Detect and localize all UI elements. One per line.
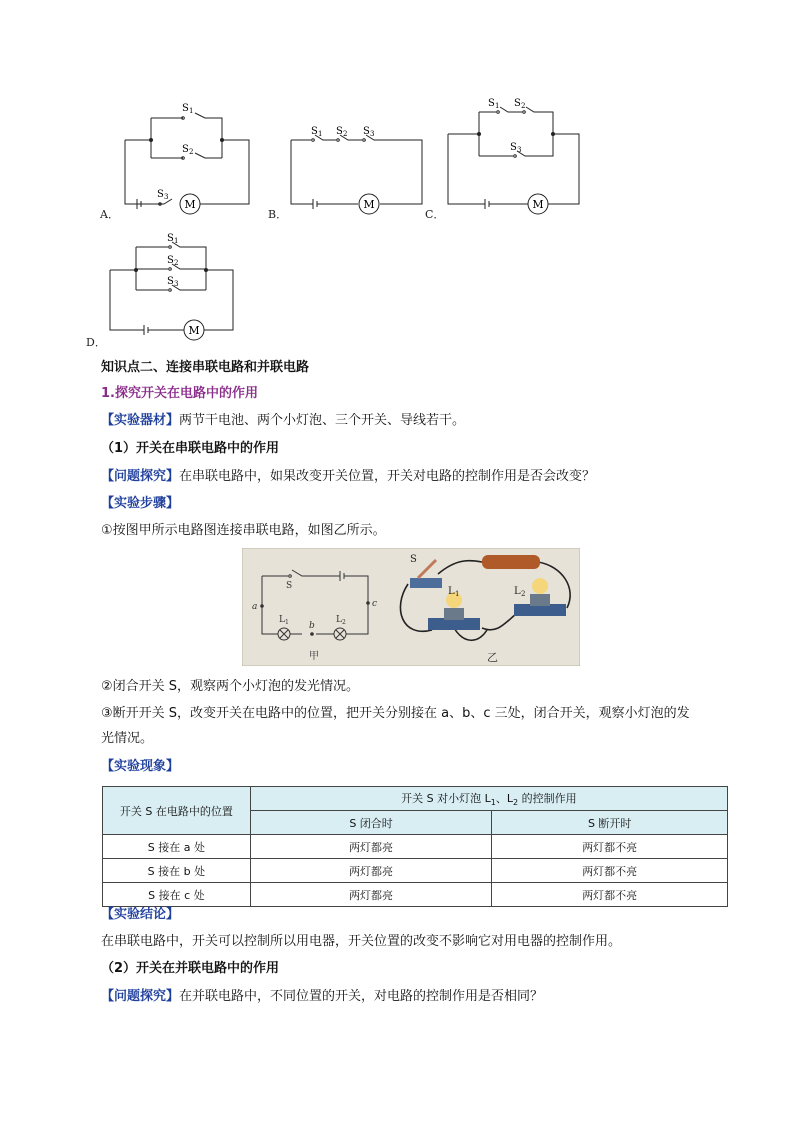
- switch-label-s2: S: [336, 126, 343, 137]
- step3-line1: ③断开开关 S，改变开关在电路中的位置，把开关分别接在 a、b、c 三处，闭合开关，观察小灯泡的发: [101, 706, 690, 721]
- option-b-label: B．: [268, 208, 288, 221]
- schematic-l2-label: L: [336, 615, 342, 625]
- table-row: S 接在 b 处 两灯都亮 两灯都不亮: [103, 859, 728, 883]
- schematic-switch-label: S: [286, 581, 293, 591]
- schematic-l1-label: L: [279, 615, 285, 625]
- svg-text:2: 2: [174, 259, 179, 267]
- conclusion-tag: 【实验结论】: [101, 907, 180, 922]
- option-a-label: A．: [100, 208, 119, 221]
- question1-line: [101, 464, 595, 490]
- col-position-header: 开关 S 在电路中的位置: [103, 787, 251, 835]
- point-c-label: c: [372, 599, 378, 609]
- step3-line2: 光情况。: [101, 731, 154, 746]
- circuit-option-b: [286, 122, 426, 216]
- section-title: 知识点二、连接串联电路和并联电路: [101, 360, 310, 375]
- svg-text:1: 1: [189, 107, 194, 115]
- switch-label-s1: S: [311, 126, 318, 137]
- figure-caption-jia: 甲: [309, 651, 319, 662]
- experiment-photo: [242, 548, 580, 666]
- equipment-text: 两节干电池、两个小灯泡、三个开关、导线若干。: [179, 413, 466, 428]
- svg-text:3: 3: [174, 280, 179, 288]
- motor-label: M: [184, 198, 196, 211]
- real-l2-label: L: [514, 586, 521, 597]
- svg-text:2: 2: [342, 619, 346, 626]
- circuit-option-d: [104, 232, 239, 342]
- control-group-header: 开关 S 对小灯泡 $L_1$、$L_2$ 的控制作用: [250, 787, 727, 811]
- equipment-line: [101, 408, 465, 434]
- circuit-option-a: [118, 100, 258, 216]
- switch-label-s2: S: [167, 255, 174, 266]
- table-row: S 接在 a 处 两灯都亮 两灯都不亮: [103, 835, 728, 859]
- switch-label-s2: S: [514, 98, 521, 109]
- svg-text:1: 1: [285, 619, 289, 626]
- switch-label-s3: S: [167, 276, 174, 287]
- switch-label-s3: S: [510, 142, 517, 153]
- switch-label-s3: S: [363, 126, 370, 137]
- part1-heading: （1）开关在串联电路中的作用: [101, 441, 280, 456]
- real-switch-label: S: [410, 554, 417, 565]
- equipment-tag: 【实验器材】: [101, 413, 180, 428]
- svg-text:3: 3: [164, 193, 169, 201]
- svg-text:2: 2: [521, 590, 526, 598]
- question-tag: 【问题探究】: [101, 989, 180, 1004]
- motor-label: M: [188, 324, 200, 337]
- point-b-label: b: [309, 621, 315, 631]
- question2-line: [101, 984, 543, 1010]
- question-tag: 【问题探究】: [101, 469, 180, 484]
- col-open-header: S 断开时: [492, 811, 728, 835]
- question1-text: 在串联电路中，如果改变开关位置，开关对电路的控制作用是否会改变？: [179, 469, 596, 484]
- result-table: [102, 786, 728, 907]
- step2-text: ②闭合开关 S，观察两个小灯泡的发光情况。: [101, 679, 360, 694]
- option-c-label: C．: [425, 208, 445, 221]
- svg-text:3: 3: [517, 146, 522, 154]
- col-closed-header: S 闭合时: [250, 811, 492, 835]
- figure-caption-yi: 乙: [487, 651, 498, 664]
- svg-text:1: 1: [495, 102, 500, 110]
- steps-tag: 【实验步骤】: [101, 496, 180, 511]
- conclusion-text: 在串联电路中，开关可以控制所以用电器，开关位置的改变不影响它对用电器的控制作用。: [101, 934, 622, 949]
- switch-label-s1: S: [182, 103, 189, 114]
- option-d-label: D．: [86, 336, 106, 349]
- svg-text:3: 3: [370, 130, 375, 138]
- switch-label-s1: S: [488, 98, 495, 109]
- part2-heading: （2）开关在并联电路中的作用: [101, 961, 280, 976]
- switch-label-s1: S: [167, 233, 174, 244]
- table-row: S 接在 c 处 两灯都亮 两灯都不亮: [103, 883, 728, 907]
- question2-text: 在并联电路中，不同位置的开关，对电路的控制作用是否相同？: [179, 989, 544, 1004]
- svg-text:2: 2: [189, 148, 194, 156]
- motor-label: M: [363, 198, 375, 211]
- svg-text:1: 1: [174, 237, 179, 245]
- svg-text:2: 2: [521, 102, 526, 110]
- switch-label-s2: S: [182, 144, 189, 155]
- phenomena-tag: 【实验现象】: [101, 759, 180, 774]
- point-a-label: a: [252, 602, 258, 612]
- switch-label-s3: S: [157, 189, 164, 200]
- svg-text:2: 2: [343, 130, 348, 138]
- motor-label: M: [532, 198, 544, 211]
- svg-text:1: 1: [318, 130, 323, 138]
- circuit-option-c: [443, 94, 583, 216]
- section-subtitle: 1.探究开关在电路中的作用: [101, 386, 258, 401]
- real-l1-label: L: [448, 586, 455, 597]
- step1-text: ①按图甲所示电路图连接串联电路，如图乙所示。: [101, 523, 386, 538]
- svg-text:1: 1: [455, 590, 460, 598]
